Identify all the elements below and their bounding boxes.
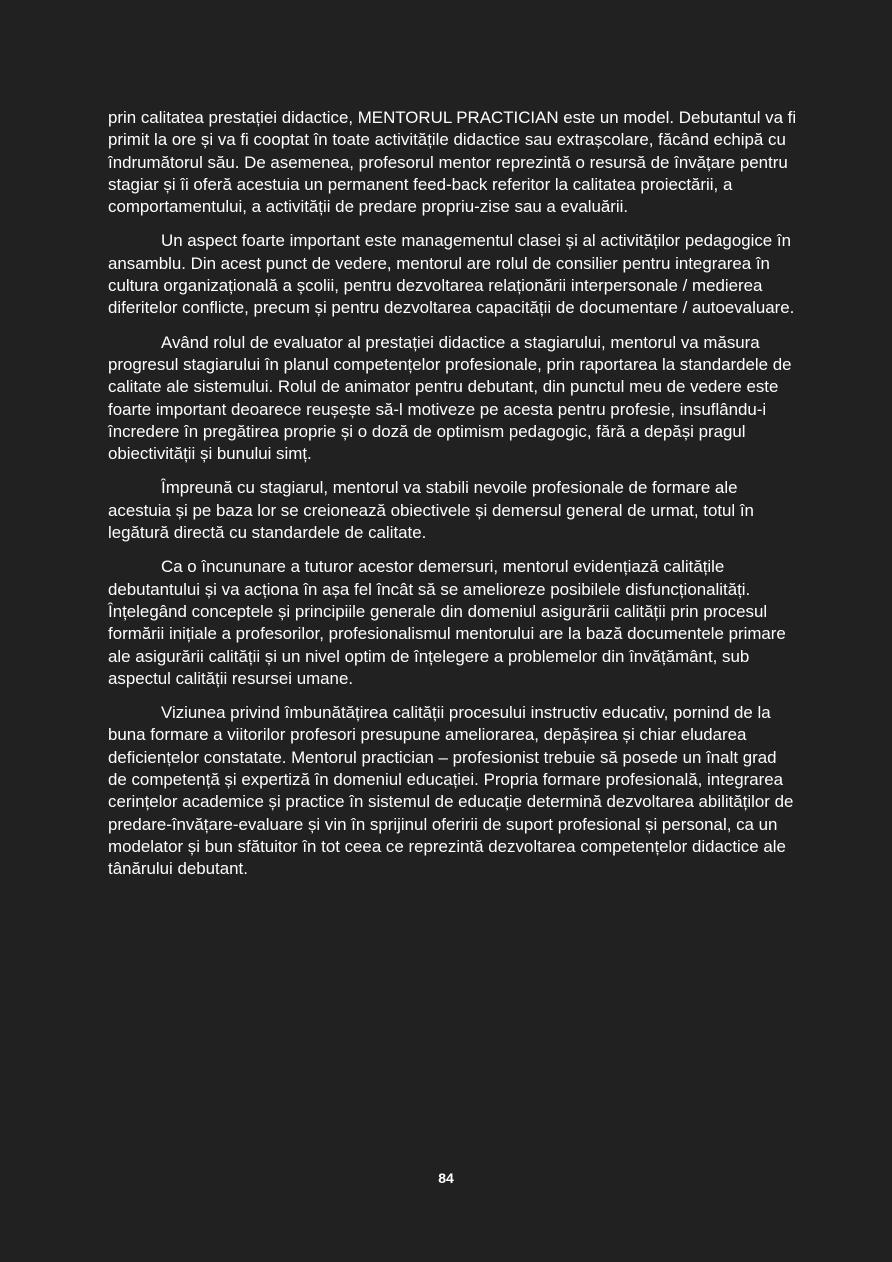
paragraph-mentor-practician: prin calitatea prestației didactice, MENTORUL PRACTICIAN este un model. Debutantul va fi primit la ore și va fi cooptat în toate activitățile didactice sau extrașcolare, făcând echipă cu îndrumătorul său. De asemenea, profesorul mentor reprezintă o resursă de învățare pentru stagiar și îi oferă acestuia un permanent feed-back referitor la calitatea proiectării, a comportamentului, a activității de predare propriu-zise sau a evaluării. <box>108 108 797 217</box>
paragraph-class-management: Un aspect foarte important este managementul clasei și al activităților pedagogice în ansamblu. Din acest punct de vedere, mentorul are rolul de consilier pentru integrarea în cultura organizațională a școlii, pentru dezvoltarea relaționării interpersonale / medierea diferitelor conflicte, precum și pentru dezvoltarea capacității de documentare / autoevaluare. <box>108 231 795 318</box>
paragraph-training-needs: Împreună cu stagiarul, mentorul va stabili nevoile profesionale de formare ale acestuia și pe baza lor se creionează obiectivele și demersul general de urmat, totul în legătură directă cu standardele de calitate. <box>108 478 754 543</box>
page-body <box>108 107 798 893</box>
paragraph-quality-assurance: Ca o încununare a tuturor acestor demersuri, mentorul evidențiază calitățile debutantului și va acționa în așa fel încât să se amelioreze posibilele disfuncționalități. Înțelegând conceptele și principiile generale din domeniul asigurării calității prin procesul formării inițiale a profesorilor, profesionalismul mentorului are la bază documentele primare ale asigurării calității și un nivel optim de înțelegere a problemelor din învățământ, sub aspectul calității resursei umane. <box>108 557 786 688</box>
paragraph-evaluator-role: Având rolul de evaluator al prestației didactice a stagiarului, mentorul va măsura progresul stagiarului în planul competențelor profesionale, prin raportarea la standardele de calitate ale sistemului. Rolul de animator pentru debutant, din punctul meu de vedere este foarte important deoarece reușește să-l motiveze pe acesta pentru profesie, insuflându-i încredere în pregătirea proprie și o doză de optimism pedagogic, fără a depăși pragul obiectivității și bunului simț. <box>108 332 792 464</box>
page-number: 84 <box>438 1170 454 1186</box>
paragraph-vision: Viziunea privind îmbunătățirea calității procesului instructiv educativ, pornind de la buna formare a viitorilor profesori presupune ameliorarea, depășirea și chiar eludarea deficiențelor constatate. Mentorul practician – profesionist trebuie să posede un înalt grad de competență și expertiză în domeniul educației. Propria formare profesională, integrarea cerințelor academice și practice în sistemul de educație determină dezvoltarea abilităților de predare-învățare-evaluare și vin în sprijinul oferirii de suport profesional și personal, ca un modelator și bun sfătuitor în tot ceea ce reprezintă dezvoltarea competențelor didactice ale tânărului debutant. <box>108 703 794 879</box>
